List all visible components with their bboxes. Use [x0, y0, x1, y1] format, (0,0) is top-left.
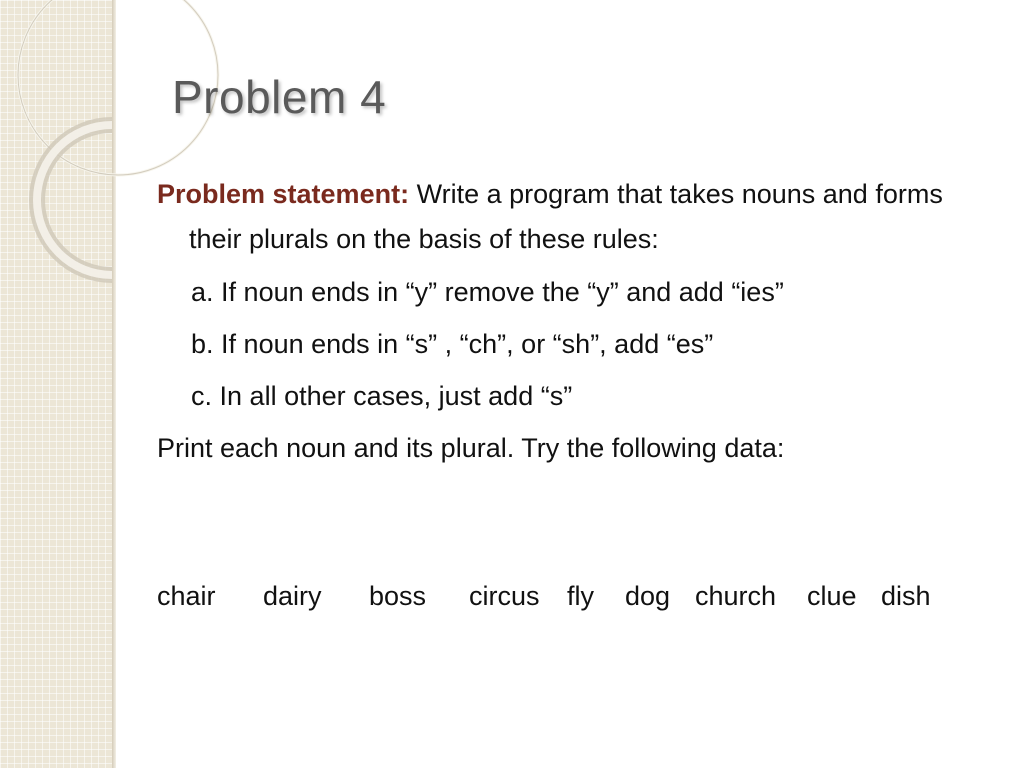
- rule-marker: b.: [191, 329, 214, 359]
- noun-item: boss: [369, 581, 427, 611]
- problem-statement: [157, 172, 987, 262]
- noun-item: chair: [157, 581, 216, 611]
- rules-list: [157, 270, 987, 419]
- noun-item: dish: [881, 581, 931, 611]
- statement-label: Problem statement:: [157, 179, 410, 209]
- rule-text: If noun ends in “s” , “ch”, or “sh”, add “es”: [221, 329, 714, 359]
- rule-item: [191, 374, 987, 419]
- noun-item: church: [695, 581, 777, 611]
- noun-item: dairy: [263, 581, 322, 611]
- statement-text: Write a program that takes nouns and forms their plurals on the basis of these rules:: [189, 179, 943, 254]
- rule-item: [191, 270, 987, 315]
- instruction-text: Print each noun and its plural. Try the following data:: [157, 433, 785, 463]
- noun-item: circus: [469, 581, 540, 611]
- rule-marker: a.: [191, 277, 214, 307]
- rule-item: [191, 322, 987, 367]
- noun-list: [157, 576, 931, 616]
- rule-marker: c.: [191, 381, 213, 411]
- rule-text: If noun ends in “y” remove the “y” and add “ies”: [221, 277, 784, 307]
- slide-body: [157, 172, 987, 471]
- rule-text: In all other cases, just add “s”: [219, 381, 573, 411]
- noun-item: dog: [625, 581, 671, 611]
- noun-item: clue: [807, 581, 857, 611]
- slide-title: Problem 4: [172, 71, 387, 123]
- noun-item: fly: [567, 581, 594, 611]
